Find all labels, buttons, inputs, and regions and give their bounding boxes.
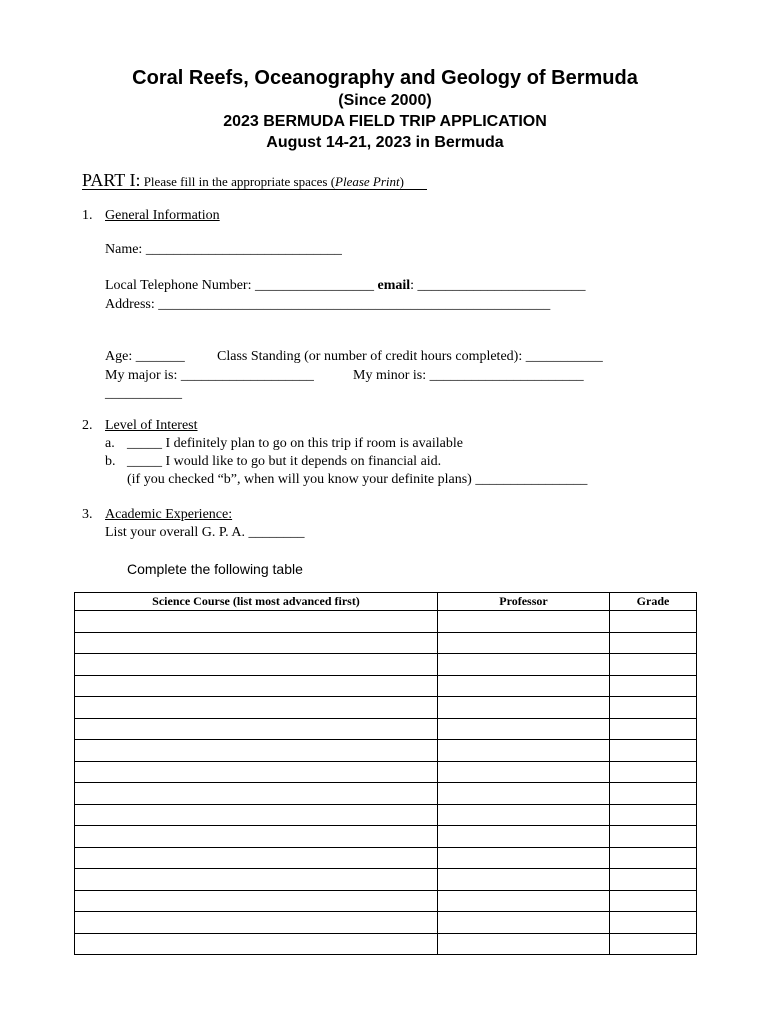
part1-instruction-prefix: Please fill in the appropriate spaces (	[140, 174, 336, 189]
application-title: 2023 BERMUDA FIELD TRIP APPLICATION	[223, 113, 547, 130]
professor-cell[interactable]	[438, 869, 610, 891]
table-intro: Complete the following table	[127, 561, 303, 577]
professor-cell[interactable]	[438, 826, 610, 848]
email-label: email	[377, 278, 411, 293]
grade-cell[interactable]	[610, 847, 697, 869]
part1-heading: PART I:	[82, 170, 141, 190]
professor-cell[interactable]	[438, 611, 610, 633]
option-b-field[interactable]: _____ I would like to go but it depends on financial aid.	[127, 454, 442, 469]
professor-cell[interactable]	[438, 654, 610, 676]
email-field[interactable]: : ________________________	[410, 278, 586, 293]
document-title: Coral Reefs, Oceanography and Geology of Bermuda	[132, 67, 638, 89]
course-cell[interactable]	[75, 912, 438, 934]
course-cell[interactable]	[75, 761, 438, 783]
professor-cell[interactable]	[438, 697, 610, 719]
table-row	[75, 761, 697, 783]
professor-cell[interactable]	[438, 933, 610, 955]
professor-cell[interactable]	[438, 804, 610, 826]
table-row	[75, 783, 697, 805]
column-header-professor: Professor	[438, 593, 610, 611]
table-row	[75, 869, 697, 891]
table-row	[75, 697, 697, 719]
course-cell[interactable]	[75, 632, 438, 654]
since-subtitle: (Since 2000)	[338, 92, 432, 109]
grade-cell[interactable]	[610, 718, 697, 740]
grade-cell[interactable]	[610, 933, 697, 955]
table-row	[75, 890, 697, 912]
professor-cell[interactable]	[438, 632, 610, 654]
option-b-followup-field[interactable]: (if you checked “b”, when will you know your definite plans) ________________	[127, 472, 588, 487]
professor-cell[interactable]	[438, 912, 610, 934]
part1-underline	[82, 189, 427, 190]
course-cell[interactable]	[75, 890, 438, 912]
table-row	[75, 632, 697, 654]
grade-cell[interactable]	[610, 912, 697, 934]
grade-cell[interactable]	[610, 740, 697, 762]
option-a-label: a.	[105, 436, 115, 451]
course-cell[interactable]	[75, 783, 438, 805]
course-cell[interactable]	[75, 933, 438, 955]
table-row	[75, 804, 697, 826]
course-cell[interactable]	[75, 654, 438, 676]
table-row	[75, 675, 697, 697]
option-a-field[interactable]: _____ I definitely plan to go on this trip if room is available	[127, 436, 463, 451]
major-field[interactable]: My major is: ___________________	[105, 368, 314, 383]
table-row	[75, 718, 697, 740]
professor-cell[interactable]	[438, 761, 610, 783]
course-cell[interactable]	[75, 697, 438, 719]
grade-cell[interactable]	[610, 632, 697, 654]
option-b-label: b.	[105, 454, 116, 469]
course-cell[interactable]	[75, 740, 438, 762]
professor-cell[interactable]	[438, 718, 610, 740]
table-row	[75, 611, 697, 633]
grade-cell[interactable]	[610, 890, 697, 912]
table-row	[75, 912, 697, 934]
grade-cell[interactable]	[610, 804, 697, 826]
course-cell[interactable]	[75, 847, 438, 869]
table-row	[75, 740, 697, 762]
course-cell[interactable]	[75, 869, 438, 891]
professor-cell[interactable]	[438, 740, 610, 762]
grade-cell[interactable]	[610, 675, 697, 697]
table-header-row	[75, 593, 697, 611]
column-header-course: Science Course (list most advanced first)	[75, 593, 438, 611]
course-cell[interactable]	[75, 826, 438, 848]
age-field[interactable]: Age: _______	[105, 349, 185, 364]
section3-number: 3.	[82, 507, 93, 522]
course-cell[interactable]	[75, 804, 438, 826]
course-cell[interactable]	[75, 611, 438, 633]
section2-number: 2.	[82, 418, 93, 433]
grade-cell[interactable]	[610, 826, 697, 848]
grade-cell[interactable]	[610, 761, 697, 783]
table-row	[75, 933, 697, 955]
course-cell[interactable]	[75, 675, 438, 697]
phone-email-row	[105, 278, 586, 294]
courses-table	[74, 592, 697, 955]
section2-title: Level of Interest	[105, 418, 198, 433]
minor-field[interactable]: My minor is: ______________________	[353, 368, 584, 383]
part1-header	[82, 170, 404, 191]
grade-cell[interactable]	[610, 611, 697, 633]
professor-cell[interactable]	[438, 847, 610, 869]
gpa-field[interactable]: List your overall G. P. A. ________	[105, 525, 305, 540]
trip-dates: August 14-21, 2023 in Bermuda	[266, 134, 504, 151]
class-standing-field[interactable]: Class Standing (or number of credit hours completed): ___________	[217, 349, 603, 364]
section3-title: Academic Experience:	[105, 507, 233, 522]
grade-cell[interactable]	[610, 869, 697, 891]
professor-cell[interactable]	[438, 890, 610, 912]
professor-cell[interactable]	[438, 675, 610, 697]
section1-title: General Information	[105, 208, 220, 223]
course-cell[interactable]	[75, 718, 438, 740]
grade-cell[interactable]	[610, 697, 697, 719]
column-header-grade: Grade	[610, 593, 697, 611]
phone-field[interactable]: Local Telephone Number: _________________	[105, 278, 378, 293]
professor-cell[interactable]	[438, 783, 610, 805]
name-field[interactable]: Name: ____________________________	[105, 242, 342, 257]
address-field[interactable]: Address: ________________________________________________________	[105, 297, 551, 312]
part1-instruction-suffix: )	[399, 174, 405, 189]
table-row	[75, 826, 697, 848]
table-row	[75, 847, 697, 869]
grade-cell[interactable]	[610, 654, 697, 676]
table-row	[75, 654, 697, 676]
major-continuation-line[interactable]: ___________	[105, 386, 182, 401]
part1-instruction-italic: Please Print	[335, 174, 400, 189]
section1-number: 1.	[82, 208, 93, 223]
grade-cell[interactable]	[610, 783, 697, 805]
